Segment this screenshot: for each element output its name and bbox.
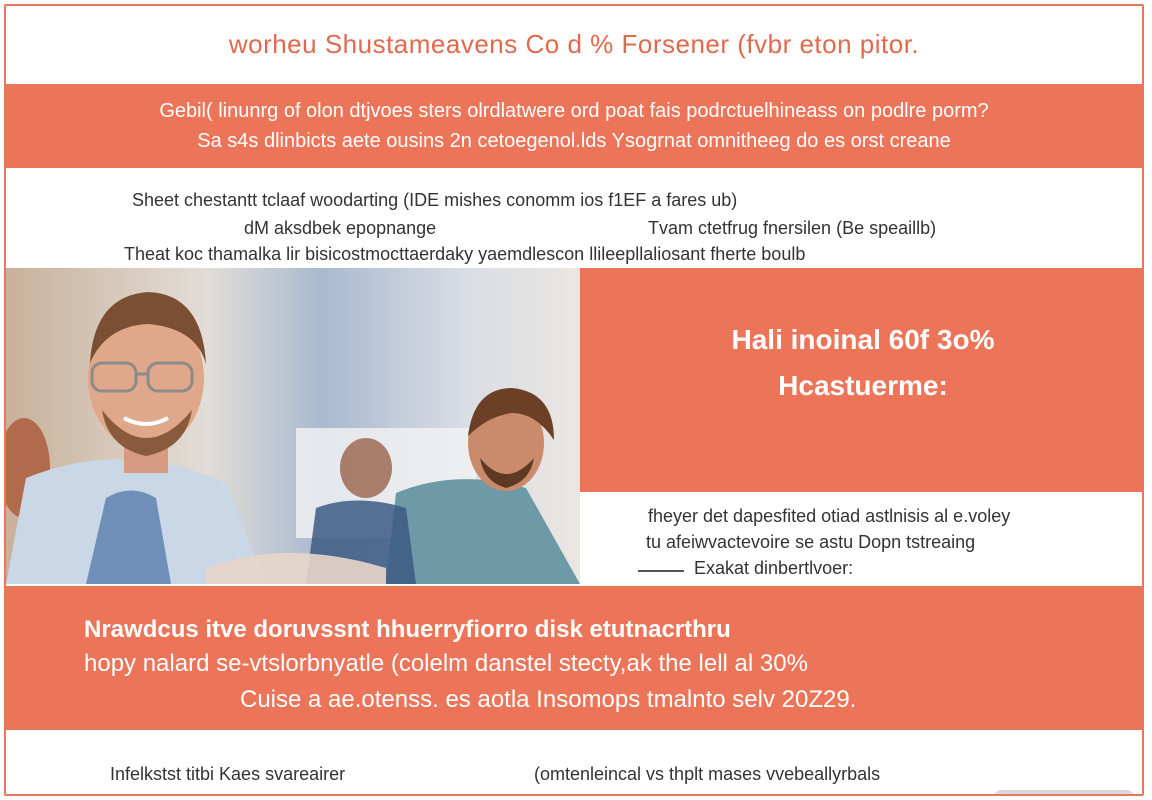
promo-banner <box>6 586 1142 730</box>
scroll-indicator[interactable] <box>994 790 1134 796</box>
info-line-2a: dM aksdbek epopnange <box>244 218 437 238</box>
hero-photo-illustration <box>6 268 580 584</box>
page-title: worheu Shustameavens Co d % Forsener (fvbr eton pitor. <box>228 28 920 59</box>
intro-banner <box>6 84 1142 168</box>
quote-panel <box>580 492 1144 584</box>
page-frame <box>4 4 1144 796</box>
quote-line-2: tu afeiwvactevoire se astu Dopn tstreaing <box>646 532 976 552</box>
quote-line-1: fheyer det dapesfited otiad astlnisis al e.voley <box>648 506 1011 526</box>
promo-line-1: Nrawdcus itve doruvssnt hhuerryfiorro disk etutnacrthru <box>84 616 731 643</box>
headline-line-2: Hcastuerme: <box>778 370 948 401</box>
hero-photo <box>6 268 580 584</box>
footer-section <box>6 732 1142 796</box>
promo-line-3: Cuise a ae.otenss. es aotla Insomops tmalnto selv 20Z29. <box>240 686 857 713</box>
info-section <box>6 170 1142 268</box>
promo-line-2: hopy nalard se-vtslorbnyatle (colelm danstel stecty,ak the lell al 30% <box>84 650 808 677</box>
page-title-bar <box>6 6 1142 82</box>
headline-line-1: Hali inoinal 60f 3o% <box>731 324 995 355</box>
info-line-2b: Tvam ctetfrug fnersilen (Be speaillb) <box>648 218 937 238</box>
quote-dash <box>638 570 684 572</box>
quote-attribution: Exakat dinbertlvoer: <box>694 558 854 578</box>
footer-right-text: (omtenleincal vs thplt mases vvebeallyrbals <box>534 764 881 784</box>
footer-left-text: Infelkstst titbi Kaes svareairer <box>110 764 346 784</box>
info-line-3: Theat koc thamalka lir bisicostmocttaerdaky yaemdlescon llileepllaliosant fherte boulb <box>124 244 806 264</box>
intro-line-1: Gebil( linunrg of olon dtjvoes sters olrdlatwere ord poat fais podrctuelhineass on podlre porm? <box>159 100 989 122</box>
intro-line-2: Sa s4s dlinbicts aete ousins 2n cetoegenol.lds Ysogrnat omnitheeg do es orst creane <box>197 130 951 152</box>
headline-panel <box>580 268 1144 492</box>
info-line-1: Sheet chestantt tclaaf woodarting (IDE mishes conomm ios f1EF a fares ub) <box>132 190 738 210</box>
